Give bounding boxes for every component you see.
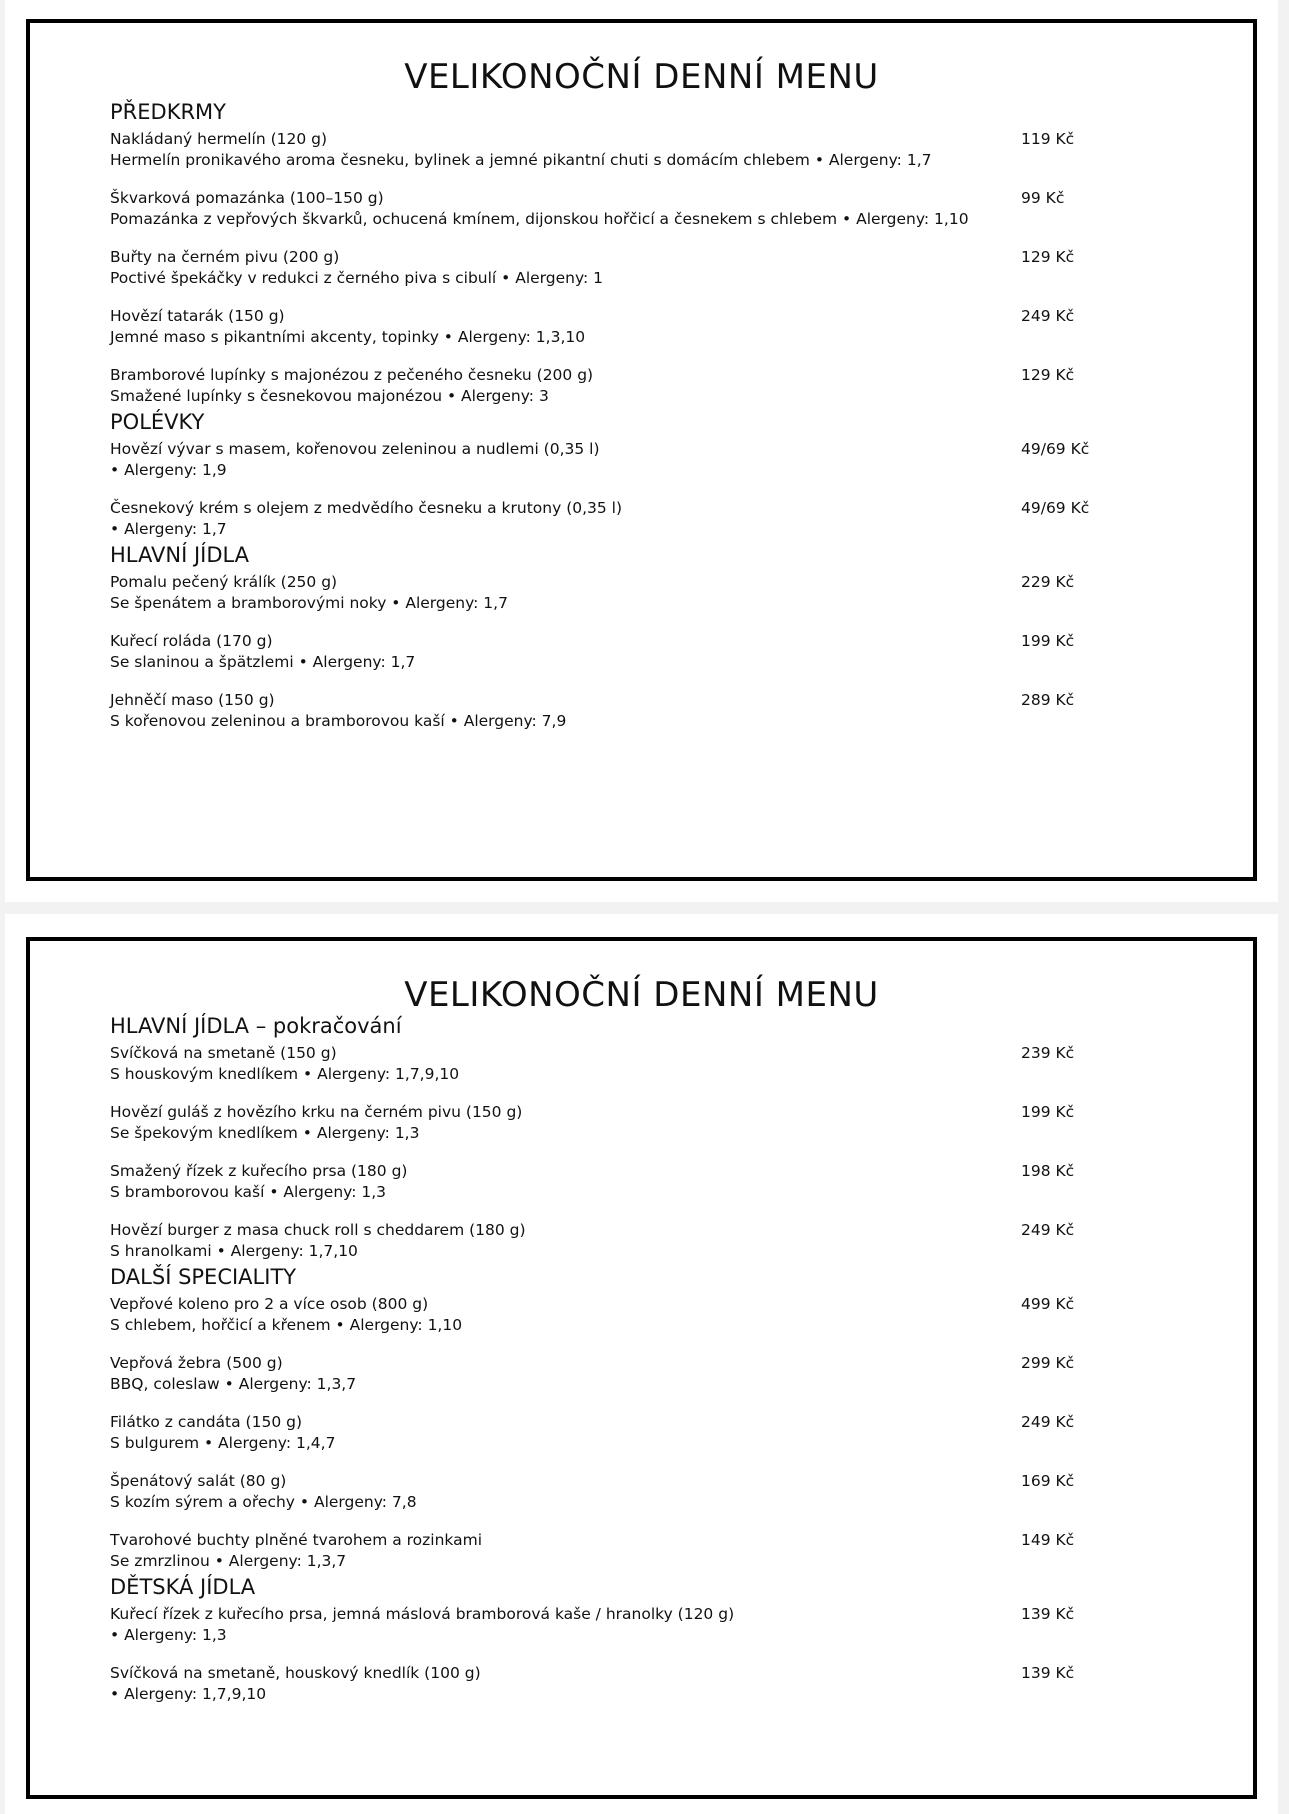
section-title: POLÉVKY [110, 410, 205, 434]
section-title: HLAVNÍ JÍDLA – pokračování [110, 1014, 402, 1038]
item-name: Jehněčí maso (150 g) [110, 691, 275, 709]
item-price: 249 Kč [1021, 1221, 1075, 1239]
menu-item [110, 1353, 1230, 1412]
menu-item [110, 1102, 1230, 1161]
item-price: 229 Kč [1021, 573, 1075, 591]
menu-item [110, 1604, 1230, 1663]
item-name: Pomalu pečený králík (250 g) [110, 573, 338, 591]
item-description: Se špenátem a bramborovými noky • Alergeny: 1,7 [110, 594, 508, 612]
item-description: • Alergeny: 1,7 [110, 520, 227, 538]
item-price: 249 Kč [1021, 1413, 1075, 1431]
menu-item [110, 439, 1230, 498]
item-name: Tvarohové buchty plněné tvarohem a rozinkami [110, 1531, 483, 1549]
item-description: Jemné maso s pikantními akcenty, topinky • Alergeny: 1,3,10 [110, 328, 586, 346]
menu-item [110, 690, 1230, 732]
item-name: Smažený řízek z kuřecího prsa (180 g) [110, 1162, 408, 1180]
item-description: S houskovým knedlíkem • Alergeny: 1,7,9,10 [110, 1065, 460, 1083]
menu-item [110, 1161, 1230, 1220]
menu-item [110, 1220, 1230, 1262]
item-description: • Alergeny: 1,3 [110, 1626, 227, 1644]
menu-item [110, 572, 1230, 631]
menu-item [110, 1294, 1230, 1353]
item-description: BBQ, coleslaw • Alergeny: 1,3,7 [110, 1375, 357, 1393]
section-predkrmy [110, 97, 1230, 407]
item-description: S bulgurem • Alergeny: 1,4,7 [110, 1434, 336, 1452]
item-description: S hranolkami • Alergeny: 1,7,10 [110, 1242, 358, 1260]
item-description: S chlebem, hořčicí a křenem • Alergeny: 1,10 [110, 1316, 463, 1334]
item-name: Špenátový salát (80 g) [110, 1472, 287, 1490]
item-name: Hovězí guláš z hovězího krku na černém pivu (150 g) [110, 1103, 523, 1121]
item-description: Se slaninou a špätzlemi • Alergeny: 1,7 [110, 653, 416, 671]
item-name: Vepřová žebra (500 g) [110, 1354, 283, 1372]
item-description: S bramborovou kaší • Alergeny: 1,3 [110, 1183, 386, 1201]
item-description: • Alergeny: 1,7,9,10 [110, 1685, 267, 1703]
menu-item [110, 306, 1230, 365]
page-title: VELIKONOČNÍ DENNÍ MENU [404, 975, 879, 1015]
item-price: 199 Kč [1021, 1103, 1075, 1121]
item-price: 49/69 Kč [1021, 440, 1090, 458]
section-title: HLAVNÍ JÍDLA [110, 543, 250, 567]
page-title: VELIKONOČNÍ DENNÍ MENU [404, 57, 879, 97]
section-title: DALŠÍ SPECIALITY [110, 1265, 297, 1289]
item-price: 169 Kč [1021, 1472, 1075, 1490]
item-description: • Alergeny: 1,9 [110, 461, 227, 479]
item-price: 119 Kč [1021, 130, 1075, 148]
item-name: Svíčková na smetaně, houskový knedlík (100 g) [110, 1664, 481, 1682]
item-price: 199 Kč [1021, 632, 1075, 650]
section-hlavni-jidla [110, 540, 1230, 732]
menu-page-1 [5, 0, 1278, 902]
item-price: 139 Kč [1021, 1605, 1075, 1623]
menu-item [110, 498, 1230, 540]
item-price: 99 Kč [1021, 189, 1065, 207]
menu-item [110, 1471, 1230, 1530]
item-price: 149 Kč [1021, 1531, 1075, 1549]
item-price: 239 Kč [1021, 1044, 1075, 1062]
item-name: Vepřové koleno pro 2 a více osob (800 g) [110, 1295, 429, 1313]
menu-item [110, 365, 1230, 407]
menu-item [110, 1412, 1230, 1471]
item-price: 49/69 Kč [1021, 499, 1090, 517]
section-title: DĚTSKÁ JÍDLA [110, 1575, 256, 1599]
item-name: Kuřecí roláda (170 g) [110, 632, 273, 650]
item-name: Hovězí vývar s masem, kořenovou zeleninou a nudlemi (0,35 l) [110, 440, 600, 458]
menu-item [110, 188, 1230, 247]
item-price: 249 Kč [1021, 307, 1075, 325]
menu-page-2 [5, 914, 1278, 1814]
menu-item [110, 1530, 1230, 1572]
section-hlavni-jidla-pokracovani [110, 1011, 1230, 1262]
item-description: Poctivé špekáčky v redukci z černého piva s cibulí • Alergeny: 1 [110, 269, 604, 287]
item-description: S kozím sýrem a ořechy • Alergeny: 7,8 [110, 1493, 417, 1511]
page-frame [26, 937, 1257, 1799]
item-price: 198 Kč [1021, 1162, 1075, 1180]
item-name: Bramborové lupínky s majonézou z pečeného česneku (200 g) [110, 366, 594, 384]
item-price: 139 Kč [1021, 1664, 1075, 1682]
item-description: Smažené lupínky s česnekovou majonézou • Alergeny: 3 [110, 387, 549, 405]
item-name: Nakládaný hermelín (120 g) [110, 130, 328, 148]
item-price: 129 Kč [1021, 366, 1075, 384]
section-detska-jidla [110, 1572, 1230, 1705]
section-polevky [110, 407, 1230, 540]
item-name: Buřty na černém pivu (200 g) [110, 248, 340, 266]
page-frame [26, 19, 1257, 881]
menu-content [110, 97, 1230, 732]
item-name: Hovězí tatarák (150 g) [110, 307, 285, 325]
item-price: 129 Kč [1021, 248, 1075, 266]
item-name: Svíčková na smetaně (150 g) [110, 1044, 337, 1062]
menu-content [110, 1011, 1230, 1705]
section-title: PŘEDKRMY [110, 100, 227, 124]
item-description: S kořenovou zeleninou a bramborovou kaší • Alergeny: 7,9 [110, 712, 567, 730]
item-name: Škvarková pomazánka (100–150 g) [110, 189, 384, 207]
menu-item [110, 1043, 1230, 1102]
item-price: 289 Kč [1021, 691, 1075, 709]
section-dalsi-speciality [110, 1262, 1230, 1572]
item-description: Se špekovým knedlíkem • Alergeny: 1,3 [110, 1124, 420, 1142]
item-description: Hermelín pronikavého aroma česneku, bylinek a jemné pikantní chuti s domácím chlebem • Alergeny: 1,7 [110, 151, 932, 169]
menu-item [110, 631, 1230, 690]
item-price: 499 Kč [1021, 1295, 1075, 1313]
item-price: 299 Kč [1021, 1354, 1075, 1372]
menu-item [110, 1663, 1230, 1705]
item-description: Se zmrzlinou • Alergeny: 1,3,7 [110, 1552, 347, 1570]
menu-item [110, 247, 1230, 306]
item-name: Filátko z candáta (150 g) [110, 1413, 303, 1431]
item-description: Pomazánka z vepřových škvarků, ochucená kmínem, dijonskou hořčicí a česnekem s chlebem • Alergeny: 1,10 [110, 210, 969, 228]
item-name: Kuřecí řízek z kuřecího prsa, jemná máslová bramborová kaše / hranolky (120 g) [110, 1605, 735, 1623]
menu-item [110, 129, 1230, 188]
item-name: Česnekový krém s olejem z medvědího česneku a krutony (0,35 l) [110, 499, 623, 517]
item-name: Hovězí burger z masa chuck roll s cheddarem (180 g) [110, 1221, 526, 1239]
